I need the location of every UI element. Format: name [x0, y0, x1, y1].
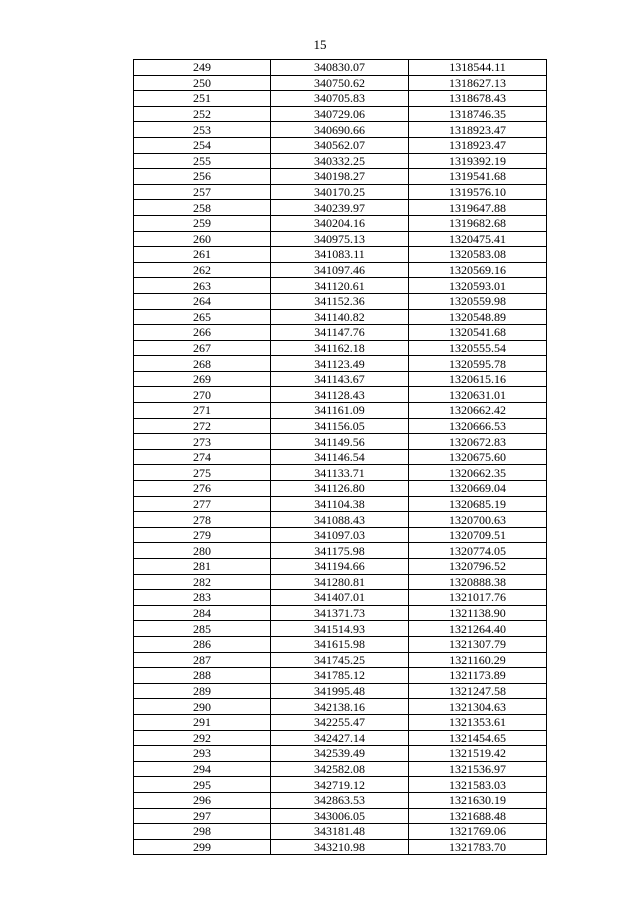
- x-coordinate-cell: 341161.09: [271, 403, 409, 419]
- point-number-cell: 265: [134, 309, 271, 325]
- point-number-cell: 261: [134, 247, 271, 263]
- y-coordinate-cell: 1321769.06: [409, 824, 547, 840]
- table-row: [134, 683, 547, 699]
- y-coordinate-cell: 1320796.52: [409, 559, 547, 575]
- table-row: [134, 91, 547, 107]
- table-row: [134, 761, 547, 777]
- y-coordinate-cell: 1318923.47: [409, 137, 547, 153]
- x-coordinate-cell: 340830.07: [271, 60, 409, 76]
- point-number-cell: 270: [134, 387, 271, 403]
- x-coordinate-cell: 341147.76: [271, 325, 409, 341]
- table-row: [134, 215, 547, 231]
- point-number-cell: 254: [134, 137, 271, 153]
- x-coordinate-cell: 340204.16: [271, 215, 409, 231]
- y-coordinate-cell: 1321353.61: [409, 714, 547, 730]
- x-coordinate-cell: 341175.98: [271, 543, 409, 559]
- point-number-cell: 278: [134, 512, 271, 528]
- y-coordinate-cell: 1318923.47: [409, 122, 547, 138]
- x-coordinate-cell: 342427.14: [271, 730, 409, 746]
- y-coordinate-cell: 1321247.58: [409, 683, 547, 699]
- table-row: [134, 434, 547, 450]
- table-row: [134, 808, 547, 824]
- point-number-cell: 252: [134, 106, 271, 122]
- table-row: [134, 106, 547, 122]
- y-coordinate-cell: 1320675.60: [409, 449, 547, 465]
- table-row: [134, 559, 547, 575]
- y-coordinate-cell: 1320559.98: [409, 293, 547, 309]
- y-coordinate-cell: 1320541.68: [409, 325, 547, 341]
- x-coordinate-cell: 341149.56: [271, 434, 409, 450]
- table-row: [134, 122, 547, 138]
- point-number-cell: 288: [134, 668, 271, 684]
- table-row: [134, 574, 547, 590]
- point-number-cell: 281: [134, 559, 271, 575]
- point-number-cell: 290: [134, 699, 271, 715]
- point-number-cell: 284: [134, 605, 271, 621]
- x-coordinate-cell: 341133.71: [271, 465, 409, 481]
- table-row: [134, 169, 547, 185]
- x-coordinate-cell: 341745.25: [271, 652, 409, 668]
- table-row: [134, 590, 547, 606]
- x-coordinate-cell: 340562.07: [271, 137, 409, 153]
- x-coordinate-cell: 341162.18: [271, 340, 409, 356]
- x-coordinate-cell: 341371.73: [271, 605, 409, 621]
- x-coordinate-cell: 341083.11: [271, 247, 409, 263]
- y-coordinate-cell: 1321138.90: [409, 605, 547, 621]
- point-number-cell: 272: [134, 418, 271, 434]
- y-coordinate-cell: 1320548.89: [409, 309, 547, 325]
- y-coordinate-cell: 1321583.03: [409, 777, 547, 793]
- x-coordinate-cell: 342582.08: [271, 761, 409, 777]
- point-number-cell: 251: [134, 91, 271, 107]
- table-row: [134, 387, 547, 403]
- x-coordinate-cell: 340239.97: [271, 200, 409, 216]
- x-coordinate-cell: 340332.25: [271, 153, 409, 169]
- x-coordinate-cell: 340729.06: [271, 106, 409, 122]
- table-row: [134, 153, 547, 169]
- y-coordinate-cell: 1319576.10: [409, 184, 547, 200]
- y-coordinate-cell: 1318678.43: [409, 91, 547, 107]
- point-number-cell: 294: [134, 761, 271, 777]
- table-row: [134, 200, 547, 216]
- table-row: [134, 714, 547, 730]
- point-number-cell: 259: [134, 215, 271, 231]
- point-number-cell: 249: [134, 60, 271, 76]
- point-number-cell: 271: [134, 403, 271, 419]
- y-coordinate-cell: 1321264.40: [409, 621, 547, 637]
- y-coordinate-cell: 1321304.63: [409, 699, 547, 715]
- y-coordinate-cell: 1320709.51: [409, 527, 547, 543]
- point-number-cell: 275: [134, 465, 271, 481]
- table-row: [134, 449, 547, 465]
- table-row: [134, 496, 547, 512]
- x-coordinate-cell: 341514.93: [271, 621, 409, 637]
- y-coordinate-cell: 1321454.65: [409, 730, 547, 746]
- table-row: [134, 621, 547, 637]
- point-number-cell: 274: [134, 449, 271, 465]
- table-row: [134, 512, 547, 528]
- x-coordinate-cell: 341097.03: [271, 527, 409, 543]
- y-coordinate-cell: 1320555.54: [409, 340, 547, 356]
- table-row: [134, 418, 547, 434]
- y-coordinate-cell: 1321688.48: [409, 808, 547, 824]
- table-row: [134, 231, 547, 247]
- y-coordinate-cell: 1320662.35: [409, 465, 547, 481]
- x-coordinate-cell: 343006.05: [271, 808, 409, 824]
- x-coordinate-cell: 342255.47: [271, 714, 409, 730]
- table-row: [134, 527, 547, 543]
- x-coordinate-cell: 341615.98: [271, 636, 409, 652]
- point-number-cell: 268: [134, 356, 271, 372]
- y-coordinate-cell: 1320672.83: [409, 434, 547, 450]
- point-number-cell: 289: [134, 683, 271, 699]
- x-coordinate-cell: 341143.67: [271, 371, 409, 387]
- y-coordinate-cell: 1319647.88: [409, 200, 547, 216]
- coordinates-table: [133, 59, 547, 855]
- y-coordinate-cell: 1320685.19: [409, 496, 547, 512]
- table-row: [134, 75, 547, 91]
- y-coordinate-cell: 1321519.42: [409, 746, 547, 762]
- point-number-cell: 293: [134, 746, 271, 762]
- x-coordinate-cell: 342138.16: [271, 699, 409, 715]
- table-row: [134, 247, 547, 263]
- x-coordinate-cell: 340170.25: [271, 184, 409, 200]
- point-number-cell: 260: [134, 231, 271, 247]
- y-coordinate-cell: 1320569.16: [409, 262, 547, 278]
- x-coordinate-cell: 340975.13: [271, 231, 409, 247]
- point-number-cell: 255: [134, 153, 271, 169]
- table-row: [134, 262, 547, 278]
- y-coordinate-cell: 1321160.29: [409, 652, 547, 668]
- point-number-cell: 267: [134, 340, 271, 356]
- x-coordinate-cell: 343181.48: [271, 824, 409, 840]
- point-number-cell: 295: [134, 777, 271, 793]
- x-coordinate-cell: 342539.49: [271, 746, 409, 762]
- table-row: [134, 293, 547, 309]
- table-row: [134, 481, 547, 497]
- table-row: [134, 278, 547, 294]
- y-coordinate-cell: 1318746.35: [409, 106, 547, 122]
- x-coordinate-cell: 340690.66: [271, 122, 409, 138]
- y-coordinate-cell: 1320583.08: [409, 247, 547, 263]
- point-number-cell: 297: [134, 808, 271, 824]
- x-coordinate-cell: 340705.83: [271, 91, 409, 107]
- table-row: [134, 60, 547, 76]
- point-number-cell: 296: [134, 792, 271, 808]
- table-row: [134, 403, 547, 419]
- point-number-cell: 286: [134, 636, 271, 652]
- y-coordinate-cell: 1318544.11: [409, 60, 547, 76]
- x-coordinate-cell: 340198.27: [271, 169, 409, 185]
- point-number-cell: 280: [134, 543, 271, 559]
- table-row: [134, 543, 547, 559]
- point-number-cell: 292: [134, 730, 271, 746]
- y-coordinate-cell: 1321017.76: [409, 590, 547, 606]
- x-coordinate-cell: 341120.61: [271, 278, 409, 294]
- point-number-cell: 250: [134, 75, 271, 91]
- table-row: [134, 636, 547, 652]
- table-row: [134, 746, 547, 762]
- y-coordinate-cell: 1320631.01: [409, 387, 547, 403]
- point-number-cell: 257: [134, 184, 271, 200]
- x-coordinate-cell: 343210.98: [271, 839, 409, 855]
- table-row: [134, 839, 547, 855]
- point-number-cell: 298: [134, 824, 271, 840]
- y-coordinate-cell: 1320774.05: [409, 543, 547, 559]
- y-coordinate-cell: 1319682.68: [409, 215, 547, 231]
- table-row: [134, 699, 547, 715]
- table-row: [134, 371, 547, 387]
- x-coordinate-cell: 341146.54: [271, 449, 409, 465]
- x-coordinate-cell: 341140.82: [271, 309, 409, 325]
- y-coordinate-cell: 1321536.97: [409, 761, 547, 777]
- point-number-cell: 276: [134, 481, 271, 497]
- point-number-cell: 262: [134, 262, 271, 278]
- y-coordinate-cell: 1321307.79: [409, 636, 547, 652]
- table-row: [134, 730, 547, 746]
- x-coordinate-cell: 341097.46: [271, 262, 409, 278]
- y-coordinate-cell: 1320475.41: [409, 231, 547, 247]
- x-coordinate-cell: 341152.36: [271, 293, 409, 309]
- point-number-cell: 269: [134, 371, 271, 387]
- table-row: [134, 465, 547, 481]
- point-number-cell: 279: [134, 527, 271, 543]
- table-row: [134, 309, 547, 325]
- table-row: [134, 356, 547, 372]
- point-number-cell: 263: [134, 278, 271, 294]
- y-coordinate-cell: 1320669.04: [409, 481, 547, 497]
- x-coordinate-cell: 341407.01: [271, 590, 409, 606]
- x-coordinate-cell: 341128.43: [271, 387, 409, 403]
- x-coordinate-cell: 341088.43: [271, 512, 409, 528]
- table-row: [134, 824, 547, 840]
- y-coordinate-cell: 1320593.01: [409, 278, 547, 294]
- y-coordinate-cell: 1320615.16: [409, 371, 547, 387]
- x-coordinate-cell: 341995.48: [271, 683, 409, 699]
- point-number-cell: 283: [134, 590, 271, 606]
- point-number-cell: 258: [134, 200, 271, 216]
- table-row: [134, 184, 547, 200]
- x-coordinate-cell: 342863.53: [271, 792, 409, 808]
- point-number-cell: 264: [134, 293, 271, 309]
- point-number-cell: 253: [134, 122, 271, 138]
- x-coordinate-cell: 340750.62: [271, 75, 409, 91]
- y-coordinate-cell: 1321173.89: [409, 668, 547, 684]
- table-row: [134, 652, 547, 668]
- y-coordinate-cell: 1321630.19: [409, 792, 547, 808]
- x-coordinate-cell: 341104.38: [271, 496, 409, 512]
- point-number-cell: 285: [134, 621, 271, 637]
- point-number-cell: 277: [134, 496, 271, 512]
- point-number-cell: 266: [134, 325, 271, 341]
- table-row: [134, 605, 547, 621]
- x-coordinate-cell: 341785.12: [271, 668, 409, 684]
- point-number-cell: 282: [134, 574, 271, 590]
- x-coordinate-cell: 341280.81: [271, 574, 409, 590]
- x-coordinate-cell: 341123.49: [271, 356, 409, 372]
- y-coordinate-cell: 1320662.42: [409, 403, 547, 419]
- y-coordinate-cell: 1320700.63: [409, 512, 547, 528]
- point-number-cell: 273: [134, 434, 271, 450]
- y-coordinate-cell: 1319541.68: [409, 169, 547, 185]
- x-coordinate-cell: 341194.66: [271, 559, 409, 575]
- page-number: 15: [313, 37, 327, 52]
- x-coordinate-cell: 341126.80: [271, 481, 409, 497]
- point-number-cell: 287: [134, 652, 271, 668]
- y-coordinate-cell: 1318627.13: [409, 75, 547, 91]
- x-coordinate-cell: 342719.12: [271, 777, 409, 793]
- point-number-cell: 299: [134, 839, 271, 855]
- table-row: [134, 340, 547, 356]
- table-row: [134, 137, 547, 153]
- x-coordinate-cell: 341156.05: [271, 418, 409, 434]
- y-coordinate-cell: 1320595.78: [409, 356, 547, 372]
- y-coordinate-cell: 1319392.19: [409, 153, 547, 169]
- point-number-cell: 256: [134, 169, 271, 185]
- table-row: [134, 325, 547, 341]
- coordinates-table-body: [134, 60, 547, 855]
- y-coordinate-cell: 1320666.53: [409, 418, 547, 434]
- table-row: [134, 668, 547, 684]
- table-row: [134, 792, 547, 808]
- table-row: [134, 777, 547, 793]
- y-coordinate-cell: 1321783.70: [409, 839, 547, 855]
- y-coordinate-cell: 1320888.38: [409, 574, 547, 590]
- point-number-cell: 291: [134, 714, 271, 730]
